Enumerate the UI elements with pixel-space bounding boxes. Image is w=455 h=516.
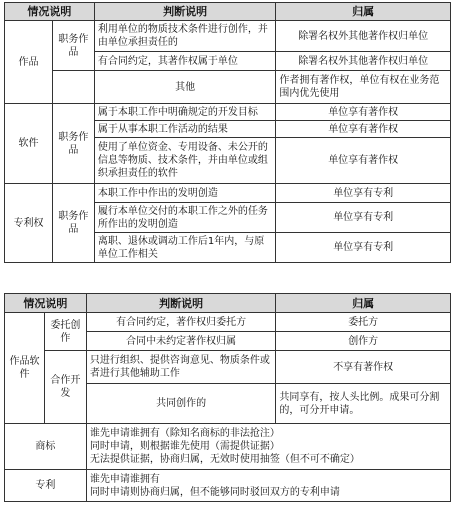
- trademark-rules: 谁先申请谁拥有（除知名商标的非法抢注） 同时申请，则根据谁先使用（需提供证据） 无法提供证据，协商归属，无效时使用抽签（但不可不确定）: [86, 424, 450, 470]
- subcategory-patent: 职务作品: [52, 184, 94, 263]
- judgment-cell: 离职、退休或调动工作后1年内，与原单位工作相关: [94, 233, 276, 263]
- ownership-cell: 单位享有著作权: [276, 138, 451, 184]
- judgment-cell: 履行本单位交付的本职工作之外的任务所作出的发明创造: [94, 203, 276, 233]
- category-works: 作品: [5, 21, 53, 104]
- subcategory-commissioned: 委托创作: [44, 313, 86, 351]
- judgment-cell: 利用单位的物质技术条件进行创作，并由单位承担责任的: [94, 21, 276, 52]
- judgment-cell: 共同创作的: [86, 384, 276, 424]
- subcategory-cooperative: 合作开发: [44, 351, 86, 424]
- ownership-cell: 委托方: [276, 313, 451, 332]
- header-situation: 情况说明: [5, 294, 87, 313]
- ownership-cell: 除署名权外其他著作权归单位: [276, 52, 451, 71]
- subcategory-software: 职务作品: [52, 104, 94, 184]
- category-patent-2: 专利: [5, 470, 87, 502]
- category-trademark: 商标: [5, 424, 87, 470]
- judgment-cell: 有合同约定，著作权归委托方: [86, 313, 276, 332]
- works-blank-cell: [52, 71, 94, 104]
- judgment-cell: 本职工作中作出的发明创造: [94, 184, 276, 203]
- subcategory-works: 职务作品: [52, 21, 94, 71]
- ownership-cell: 作者拥有著作权，单位有权在业务范围内优先使用: [276, 71, 451, 104]
- ownership-cell: 单位享有著作权: [276, 104, 451, 121]
- ownership-table-2: [4, 293, 451, 502]
- judgment-cell: 有合同约定，其著作权属于单位: [94, 52, 276, 71]
- header-situation: 情况说明: [5, 3, 95, 21]
- judgment-cell: 其他: [94, 71, 276, 104]
- ownership-cell: 共同享有，按人头比例。成果可分割的，可分开申请。: [276, 384, 451, 424]
- category-works-software: 作品软件: [5, 313, 45, 424]
- header-judgment: 判断说明: [86, 294, 276, 313]
- ownership-cell: 单位享有专利: [276, 233, 451, 263]
- category-patent: 专利权: [5, 184, 53, 263]
- ownership-cell: 单位享有著作权: [276, 121, 451, 138]
- ownership-cell: 单位享有专利: [276, 203, 451, 233]
- judgment-cell: 属于从事本职工作活动的结果: [94, 121, 276, 138]
- ownership-cell: 单位享有专利: [276, 184, 451, 203]
- judgment-cell: 使用了单位资金、专用设备、未公开的信息等物质、技术条件，并由单位或组织承担责任的软件: [94, 138, 276, 184]
- judgment-cell: 属于本职工作中明确规定的开发目标: [94, 104, 276, 121]
- ownership-cell: 除署名权外其他著作权归单位: [276, 21, 451, 52]
- ownership-table-1: [4, 2, 451, 263]
- ownership-cell: 不享有著作权: [276, 351, 451, 384]
- header-ownership: 归属: [276, 294, 451, 313]
- judgment-cell: 合同中未约定著作权归属: [86, 332, 276, 351]
- category-software: 软件: [5, 104, 53, 184]
- header-ownership: 归属: [276, 3, 451, 21]
- patent-rules: 谁先申请谁拥有 同时申请则协商归属，但不能够同时驳回双方的专利申请: [86, 470, 450, 502]
- header-judgment: 判断说明: [94, 3, 276, 21]
- judgment-cell: 只进行组织、提供咨询意见、物质条件或者进行其他辅助工作: [86, 351, 276, 384]
- ownership-cell: 创作方: [276, 332, 451, 351]
